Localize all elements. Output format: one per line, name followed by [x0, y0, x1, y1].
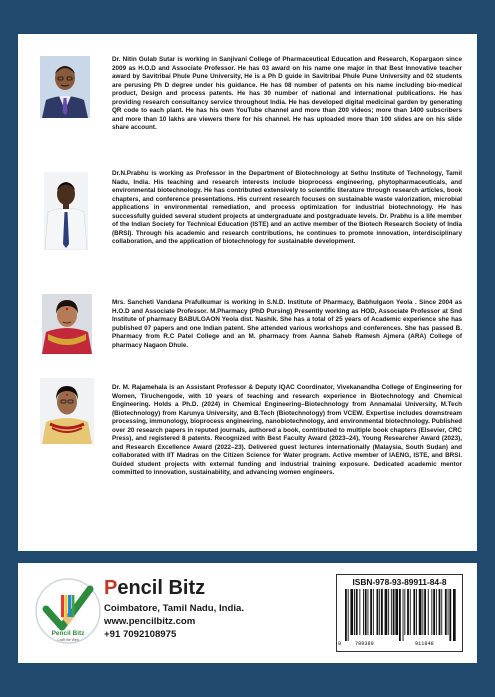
barcode-bar — [354, 589, 355, 635]
author-bio-panel — [18, 34, 477, 551]
barcode-bar — [422, 589, 423, 635]
author-entry — [40, 56, 460, 166]
barcode-bar — [428, 589, 429, 635]
barcode-bar — [345, 589, 347, 641]
barcode-bar — [439, 589, 441, 635]
barcode-bar — [373, 589, 374, 635]
logo-tagline: Craft the Web — [57, 638, 79, 642]
barcode-digit-lead: 9 — [338, 641, 342, 647]
barcode-bar — [393, 589, 395, 635]
barcode-bar — [448, 589, 449, 635]
barcode-bar — [407, 589, 409, 635]
publisher-name — [104, 577, 205, 600]
barcode-bar — [348, 589, 349, 641]
barcode-bar — [441, 589, 442, 635]
barcode-bar — [363, 589, 364, 635]
isbn-barcode — [343, 589, 457, 641]
top-border — [0, 0, 495, 18]
barcode-bar — [368, 589, 369, 635]
publisher-band — [18, 563, 477, 663]
barcode-bar — [385, 589, 388, 635]
pencil-bitz-logo — [32, 575, 104, 647]
barcode-bar — [356, 589, 358, 635]
barcode-bar — [379, 589, 380, 635]
barcode-bar — [391, 589, 392, 635]
barcode-bar — [445, 589, 447, 635]
barcode-bar — [449, 589, 451, 641]
barcode-bar — [431, 589, 432, 635]
barcode-bar — [403, 589, 404, 641]
author-photo — [42, 294, 92, 354]
barcode-bar — [350, 589, 353, 635]
author-photo — [40, 56, 90, 118]
barcode-digits-right: 911848 — [415, 641, 434, 647]
author-entry — [40, 292, 460, 372]
author-entry — [40, 168, 460, 288]
author-bio: Dr.N.Prabhu is working as Professor in the Department of Biotechnology at Sethu Institute of Technology, Tamil Nadu, India. His teaching and research interests include bioprocess engineering, phytopharmaceuticals, and environmental biotechnology. He has contributed extensively to scientific literature through research articles, book chapters, and conference presentations. His current research focuses on sustainable waste valorization, microbial applications in environmental remediation, and process optimization for industrial biotechnology. He has successfully guided several student projects at undergraduate and postgraduate levels. Dr. Prabhu is a life member of the Indian Society for Technical Education (ISTE) and an active member of the Biotech Research Society of India (BRSI). Through his academic and research contributions, he continues to promote innovation, interdisciplinary collaboration, and the application of biotechnology for sustainable development. — [112, 170, 462, 246]
barcode-bar — [370, 589, 372, 635]
publisher-website[interactable]: www.pencilbitz.com — [104, 616, 196, 627]
barcode-bar — [419, 589, 422, 635]
author-bio: Dr. Nitin Gulab Sutar is working in Sanjivani College of Pharmaceutical Education and Research, Kopargaon since 2009 as H.O.D and Associate Professor. He has 03 award on his name one major in that Best Innovative teacher award by Savitribai Phule Pune University, He is a Ph D guide in Savitribai Phule Pune University and 02 students are perusing Ph D degree under his guidance. He has 08 number of patents on his name including bio-medical product, Design and process patents. He has 30 number of national and international publications. He has providing research consultancy service throughout India. He has developed digital medicinal garden by generating QR code to each plant. He has his own YouTube channel and more than 200 videos; more than 1400 subscribers and more than 10 lakhs are viewers there for his channel. He has uploaded more than 100 slides are on his slide share account. — [112, 56, 462, 132]
publisher-name-initial: P — [104, 577, 118, 599]
isbn-barcode-block — [336, 574, 463, 652]
barcode-bar — [433, 589, 435, 635]
author-bio: Mrs. Sancheti Vandana Prafulkumar is working in S.N.D. Institute of Pharmacy, Babhulgaon Yeola . Since 2004 as H.O.D and Associate Professor. M.Pharmacy (PhD Pursing) Presently working as HOD, Associate Professor at Snd Institute of pharmacy BABULGAON Yeola dist. Nashik. She has a total of 25 years of Academic experience she has published 07 papers and one Indian patent. She attended various workshops and conferences. She has passed B. Pharmacy from R.C Patel College and an M. pharmacy from Aanna Saheb Ramesh Ajmera (ARA) College of pharmacy Nagaon Dhule. — [112, 299, 462, 349]
author-entry — [40, 374, 460, 534]
barcode-bar — [381, 589, 383, 635]
publisher-phone: +91 7092108975 — [104, 629, 177, 640]
barcode-bar — [399, 589, 401, 641]
barcode-bar — [424, 589, 426, 635]
publisher-location: Coimbatore, Tamil Nadu, India. — [104, 603, 245, 614]
author-photo — [40, 378, 94, 444]
barcode-digits-left: 789389 — [355, 641, 374, 647]
author-bio: Dr. M. Rajamehala is an Assistant Professor & Deputy IQAC Coordinator, Vivekanandha College of Engineering for Women, Tiruchengode, with 10 years of teaching and research experience in Biotechnology and Chemical Engineering. Holds a Ph.D. (2024) in Chemical Engineering–Biotechnology from Annamalai University, M.Tech (Biotechnology) from Karunya University, and B.Tech (Biotechnology) from VCEW. Expertise includes downstream processing, immunology, bioprocess engineering, nanobiotechnology, and environmental biotechnology. Published over 20 research papers in reputed journals, authored a book, contributed to multiple book chapters (Elsevier, CRC Press), and registered 8 patents. Recognized with Best Faculty Award (2023–24), Young Researcher Award (2023), and Research Excellence Award (2022–23). Delivered guest lectures internationally (Malaysia, South Sudan) and collaborated with IIT Madras on the Citizen Science for Water program. Active member of IAENG, ISTE, and BRSI. Guided student projects with external funding and industrial training exposure. Dedicated academic mentor committed to innovation, sustainability, and advancing women engineers. — [112, 384, 462, 477]
barcode-bar — [413, 589, 415, 635]
isbn-label: ISBN-978-93-89911-84-8 — [352, 577, 447, 587]
barcode-bar — [365, 589, 367, 635]
barcode-bar — [416, 589, 417, 635]
barcode-bar — [359, 589, 360, 635]
barcode-bar — [436, 589, 437, 635]
barcode-bar — [453, 589, 456, 641]
barcode-bar — [395, 589, 398, 635]
logo-wordmark: Pencil Bitz — [51, 630, 85, 637]
barcode-bar — [388, 589, 389, 635]
barcode-bar — [404, 589, 405, 635]
barcode-bar — [377, 589, 379, 635]
bottom-border — [0, 663, 495, 697]
barcode-bar — [410, 589, 411, 635]
author-photo — [44, 172, 88, 250]
publisher-name-rest: encil Bitz — [117, 577, 206, 599]
